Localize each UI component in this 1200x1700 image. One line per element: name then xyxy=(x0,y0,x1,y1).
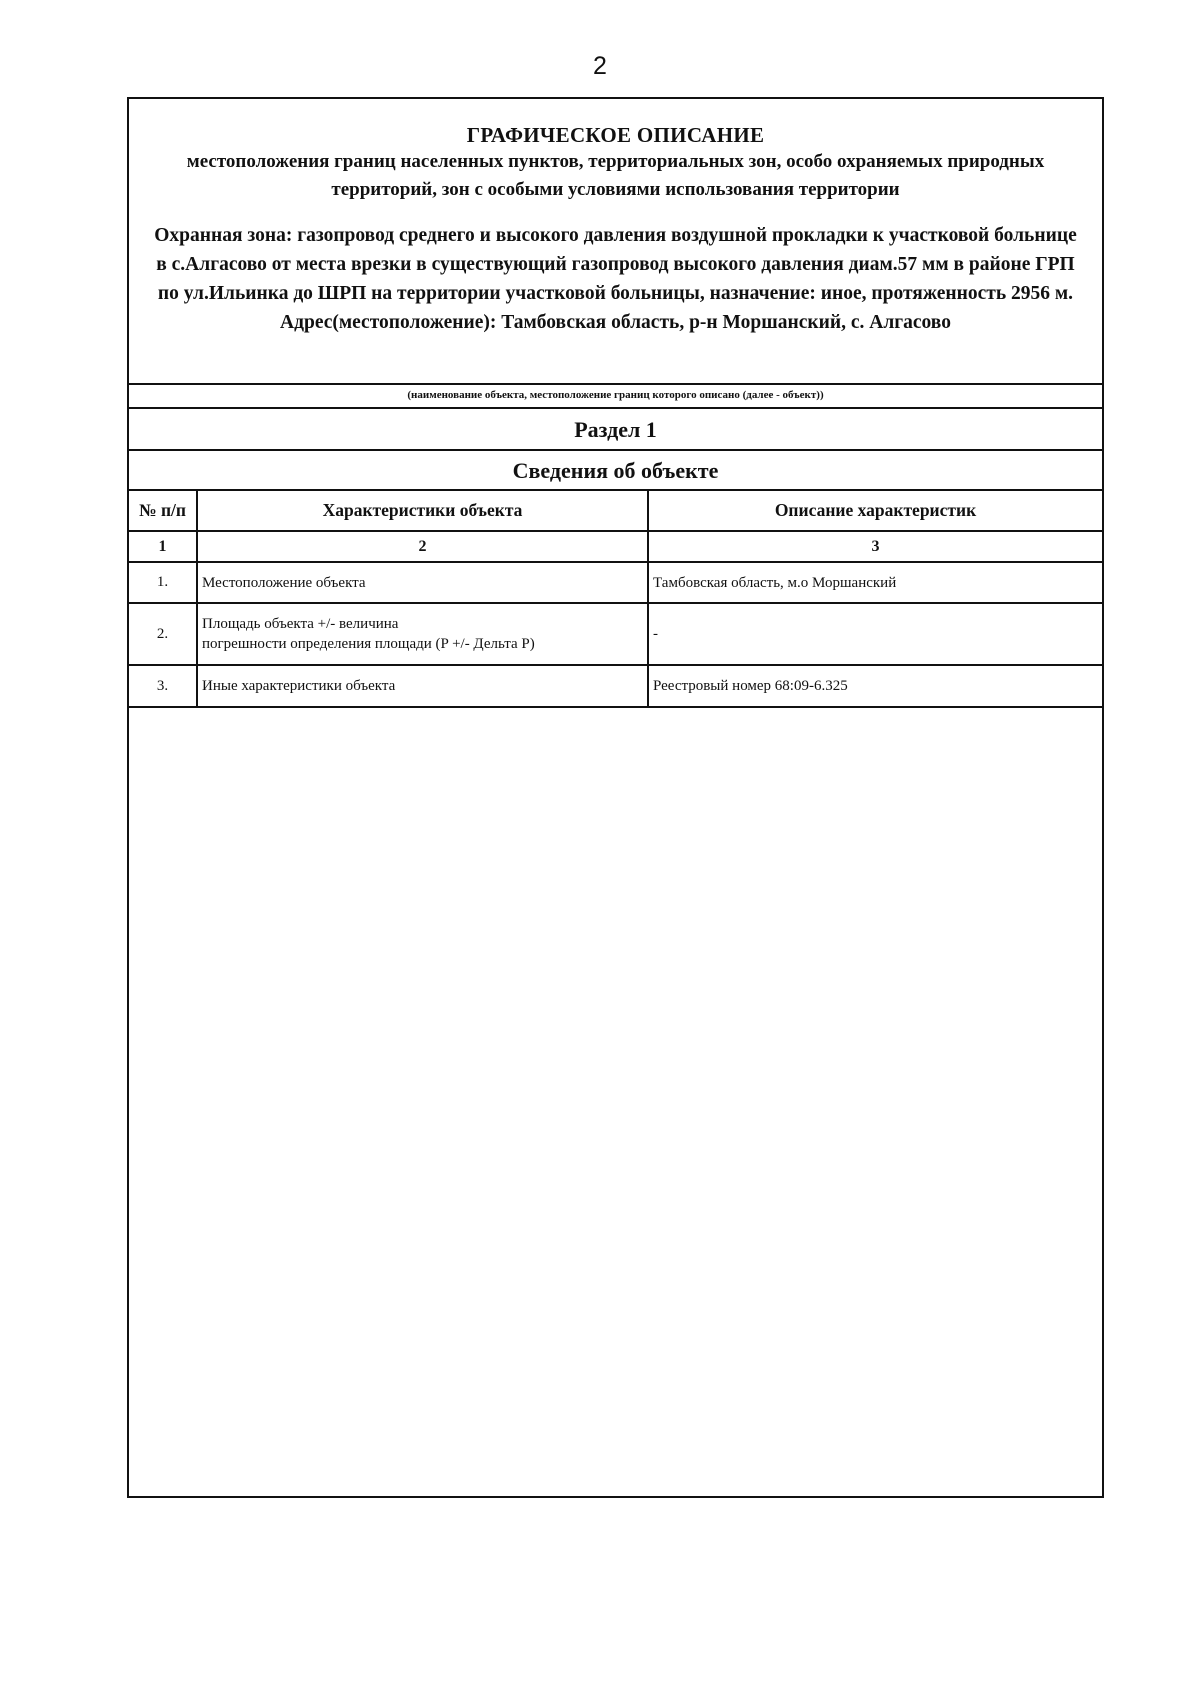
document-title: ГРАФИЧЕСКОЕ ОПИСАНИЕ xyxy=(466,123,765,147)
row-description: Реестровый номер 68:09-6.325 xyxy=(648,665,1102,707)
object-caption: (наименование объекта, местоположение границ которого описано (далее - объект)) xyxy=(129,383,1102,409)
row-description: - xyxy=(648,603,1102,665)
table-row xyxy=(129,562,1102,603)
document-header xyxy=(129,99,1102,383)
table-row xyxy=(129,603,1102,665)
column-header-description: Описание характеристик xyxy=(648,490,1102,531)
object-description: Охранная зона: газопровод среднего и высокого давления воздушной прокладки к участковой больнице в с.Алгасово от места врезки в существующий газопровод высокого давления диам.57 мм в районе ГРП по ул.Ильинка до ШРП на территории участковой больницы, назначение: иное, протяженность 2956 м. Адрес(местоположение): Тамбовская область, р-н Моршанский, с. Алгасово xyxy=(154,225,1077,333)
row-number: 1. xyxy=(129,562,197,603)
object-properties-table xyxy=(129,489,1102,708)
row-description: Тамбовская область, м.о Моршанский xyxy=(648,562,1102,603)
row-number: 3. xyxy=(129,665,197,707)
document-frame xyxy=(127,97,1104,1498)
row-characteristic-line: погрешности определения площади (P +/- Дельта P) xyxy=(202,636,535,652)
page-number: 2 xyxy=(593,52,607,80)
column-number: 1 xyxy=(129,531,197,562)
document-subtitle: местоположения границ населенных пунктов, территориальных зон, особо охраняемых природных территорий, зон с особыми условиями использования территории xyxy=(186,151,1045,200)
column-number: 3 xyxy=(648,531,1102,562)
row-number: 2. xyxy=(129,603,197,665)
row-characteristic xyxy=(197,603,648,665)
column-number: 2 xyxy=(197,531,648,562)
row-characteristic: Местоположение объекта xyxy=(197,562,648,603)
row-characteristic: Иные характеристики объекта xyxy=(197,665,648,707)
column-header-number: № п/п xyxy=(129,490,197,531)
column-header-characteristic: Характеристики объекта xyxy=(197,490,648,531)
section-title: Раздел 1 xyxy=(129,409,1102,451)
table-row xyxy=(129,665,1102,707)
table-header-row xyxy=(129,490,1102,531)
row-characteristic-line: Площадь объекта +/- величина xyxy=(202,616,399,632)
section-subtitle: Сведения об объекте xyxy=(129,451,1102,491)
column-number-row xyxy=(129,531,1102,562)
